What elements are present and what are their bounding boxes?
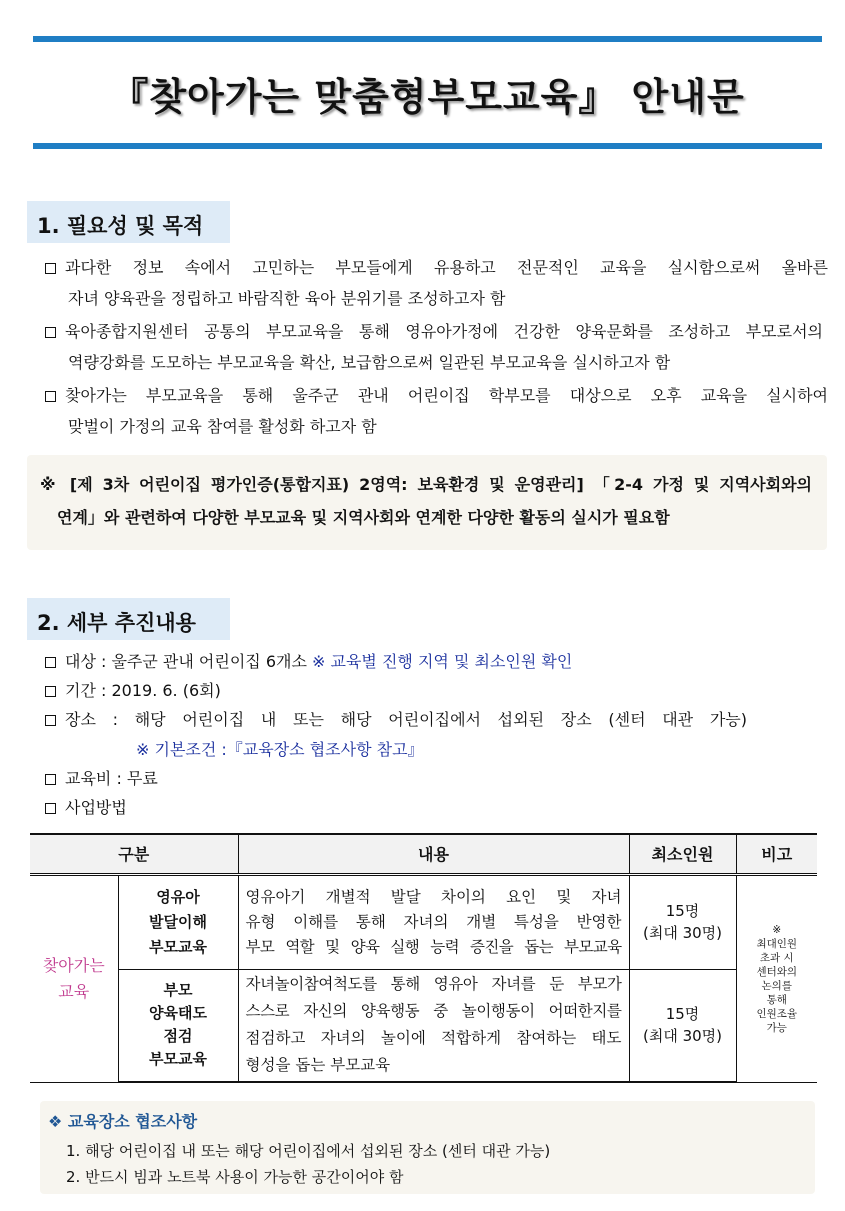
content-cell: 자녀놀이참여척도를 통해 영유아 자녀를 둔 부모가 스스로 자신의 양육행동 중 놀이행동이 어떠한지를 점검하고 자녀의 놀이에 적합하게 참여하는 태도 형성을 돕는 부모교육	[238, 969, 629, 1082]
bottom-rule	[33, 143, 822, 149]
checkbox-icon	[45, 657, 56, 668]
table-row	[30, 969, 817, 1082]
header-remark: 비고	[736, 834, 817, 874]
checkbox-icon	[45, 686, 56, 697]
coop-title: ❖ 교육장소 협조사항	[48, 1112, 198, 1131]
section1-bullet-3: 찾아가는 부모교육을 통해 울주군 관내 어린이집 학부모를 대상으로 오후 교육을 실시하여	[45, 386, 828, 406]
header-content: 내용	[238, 834, 629, 874]
target-note: ※ 교육별 진행 지역 및 최소인원 확인	[312, 652, 573, 671]
table-header-row	[30, 834, 817, 874]
note-line-1: ※ [제 3차 어린이집 평가인증(통합지표) 2영역: 보육환경 및 운영관리] 「2-4 가정 및 지역사회와의	[40, 475, 812, 494]
place-note: ※ 기본조건 :『교육장소 협조사항 참고』	[136, 740, 424, 759]
sub-category-cell: 부모 양육태도 점검 부모교육	[118, 969, 238, 1082]
note-line-2: 연계」와 관련하여 다양한 부모교육 및 지역사회와 연계한 다양한 활동의 실시가 필요함	[57, 508, 670, 527]
program-table	[30, 833, 817, 1083]
sub-category-cell: 영유아 발달이해 부모교육	[118, 874, 238, 969]
min-count-cell: 15명 (최대 30명)	[629, 969, 736, 1082]
checkbox-icon	[45, 774, 56, 785]
section1-bullet-1-cont: 자녀 양육관을 정립하고 바람직한 육아 분위기를 조성하고자 함	[68, 289, 506, 308]
venue-cooperation-box	[40, 1101, 815, 1194]
section1-bullet-2: 육아종합지원센터 공통의 부모교육을 통해 영유아가정에 건강한 양육문화를 조성하고 부모로서의	[45, 322, 823, 342]
min-count-cell: 15명 (최대 30명)	[629, 874, 736, 969]
checkbox-icon	[45, 327, 56, 338]
content-cell: 영유아기 개별적 발달 차이의 요인 및 자녀 유형 이해를 통해 자녀의 개별 특성을 반영한 부모 역할 및 양육 실행 능력 증진을 돕는 부모교육	[238, 874, 629, 969]
coop-item-1: 1. 해당 어린이집 내 또는 해당 어린이집에서 섭외된 장소 (센터 대관 가능)	[66, 1142, 551, 1160]
checkbox-icon	[45, 391, 56, 402]
category-cell: 찾아가는 교육	[30, 874, 118, 1082]
checkbox-icon	[45, 715, 56, 726]
top-rule	[33, 36, 822, 42]
header-category: 구분	[30, 834, 238, 874]
target-item: 대상 : 울주군 관내 어린이집 6개소 ※ 교육별 진행 지역 및 최소인원 확인	[45, 652, 572, 672]
section1-bullet-1: 과다한 정보 속에서 고민하는 부모들에게 유용하고 전문적인 교육을 실시함으로써 올바른	[45, 258, 828, 278]
fee-item: 교육비 : 무료	[45, 769, 158, 789]
evaluation-note	[27, 455, 827, 550]
page-title: 『찾아가는 맞춤형부모교육』 안내문	[110, 75, 745, 119]
checkbox-icon	[45, 263, 56, 274]
place-item: 장소 : 해당 어린이집 내 또는 해당 어린이집에서 섭외된 장소 (센터 대관 가능)	[45, 710, 747, 730]
section1-heading: 1. 필요성 및 목적	[27, 201, 230, 243]
header-min: 최소인원	[629, 834, 736, 874]
coop-item-2: 2. 반드시 빔과 노트북 사용이 가능한 공간이어야 함	[66, 1168, 404, 1186]
checkbox-icon	[45, 803, 56, 814]
remark-cell: ※ 최대인원 초과 시 센터와의 논의를 통해 인원조율 가능	[736, 874, 817, 1082]
period-item: 기간 : 2019. 6. (6회)	[45, 681, 221, 701]
section2-heading: 2. 세부 추진내용	[27, 598, 230, 640]
table-row	[30, 874, 817, 969]
section1-bullet-3-cont: 맞벌이 가정의 교육 참여를 활성화 하고자 함	[68, 417, 377, 436]
section1-bullet-2-cont: 역량강화를 도모하는 부모교육을 확산, 보급함으로써 일관된 부모교육을 실시하고자 함	[68, 353, 671, 372]
method-item: 사업방법	[45, 798, 127, 818]
